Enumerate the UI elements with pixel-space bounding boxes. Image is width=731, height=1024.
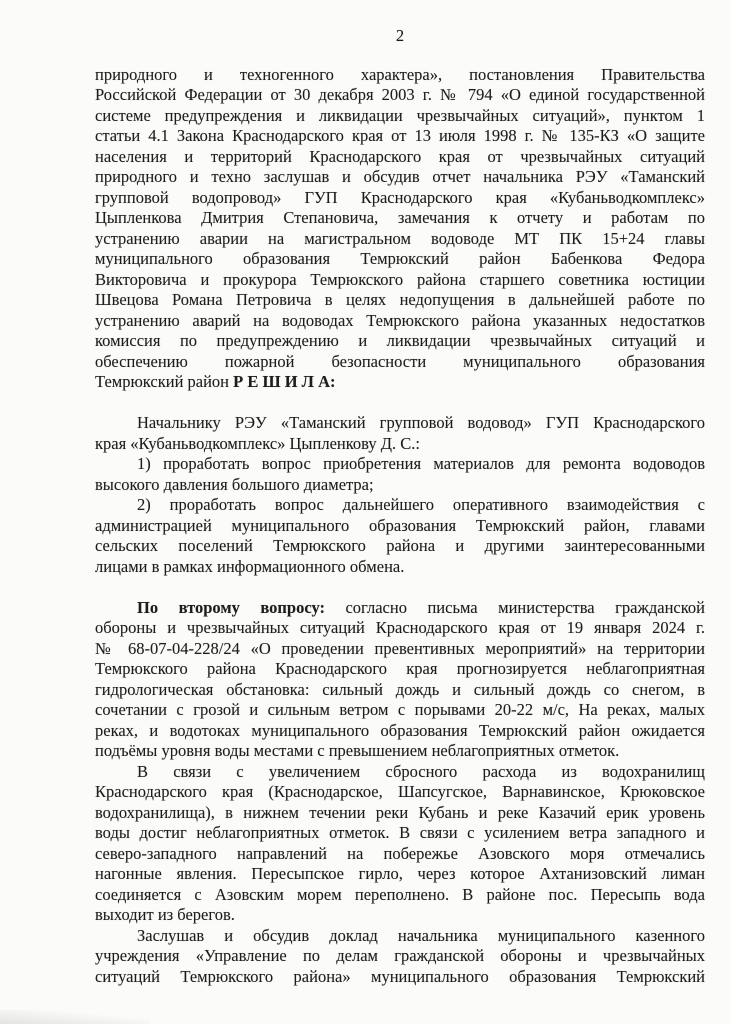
text-run: Темрюкского района Краснодарского края прогнозируется неблагоприятная [95,659,705,678]
text-run: нагонные явления. Пересыпское гирло, через которое Ахтанизовский лиман [95,864,705,883]
text-line [95,106,705,127]
text-line [95,721,705,742]
text-line [95,885,705,906]
text-run: высокого давления большого диаметра; [95,474,374,494]
text-line [95,700,705,721]
paragraph-decision-item-2 [95,495,705,577]
paragraph-report-heard [95,926,705,988]
text-line [95,598,705,619]
text-run: 1) проработать вопрос приобретения материалов для ремонта водоводов [137,454,705,473]
text-run: воды достиг неблагоприятных отметок. В связи с усилением ветра западного и [95,823,705,842]
text-run: Темрюкский район [95,372,234,391]
text-line [95,762,705,783]
text-line [95,229,705,250]
text-run: ситуаций Темрюкского района» муниципального образования Темрюкский [95,966,705,986]
text-run: края «Кубаньводкомплекс» Цыпленкову Д. С.: [95,433,420,453]
text-line [95,208,705,229]
text-line [95,741,705,762]
text-line [95,290,705,311]
text-line [95,249,705,270]
text-line [95,557,705,578]
text-run: обороны и чрезвычайных ситуаций Краснодарского края от 19 января 2024 г. [95,618,705,637]
text-line [95,844,705,865]
text-line [95,454,705,475]
text-line [95,823,705,844]
text-run: Начальнику РЭУ «Таманский групповой водовод» ГУП Краснодарского [137,413,705,432]
text-run: системе предупреждения и ликвидации чрезвычайных ситуаций», пунктом 1 [95,105,705,125]
text-run: администрацией муниципального образования Темрюкский район, главами [95,515,705,535]
bold-text-run: Р Е Ш И Л А: [233,372,336,391]
text-line [95,680,705,701]
text-line [95,188,705,209]
text-run: согласно письма министерства гражданской [324,597,705,617]
text-line [95,434,705,455]
text-line [95,126,705,147]
paragraph-hydrology-situation [95,762,705,926]
text-line [95,618,705,639]
text-run: обеспечению пожарной безопасности муниципального образования [95,351,705,371]
paragraph-legal-basis [95,65,705,393]
text-run: учреждения «Управление по делам гражданской обороны и чрезвычайных [95,946,705,965]
text-run: устранению аварии на магистральном водоводе МТ ПК 15+24 главы [95,228,705,248]
text-run: северо-западного направлений на побережье Азовского моря отмечались [95,843,705,863]
text-run: реках, и водотоках муниципального образования Темрюкский район ожидается [95,720,705,740]
paragraph-decision-addressee [95,413,705,454]
text-run: Викторовича и прокурора Темрюкского района старшего советника юстиции [95,269,705,289]
text-run: устранению аварий на водоводах Темрюкского района указанных недостатков [95,310,705,330]
text-line [95,516,705,537]
text-run: выходит из берегов. [95,905,235,924]
text-run: сочетании с грозой и сильным ветром с порывами 20-22 м/с, На реках, малых [95,700,705,719]
text-line [95,311,705,332]
text-run: № 68-07-04-228/24 «О проведении превентивных мероприятий» на территории [95,638,705,658]
text-line [95,167,705,188]
document-body [95,65,705,988]
text-run: Российской Федерации от 30 декабря 2003 г. № 794 «О единой государственной [95,85,705,104]
text-run: Краснодарского края (Краснодарское, Шапсугское, Варнавинское, Крюковское [95,782,705,801]
text-line [95,147,705,168]
text-line [95,926,705,947]
text-run: комиссия по предупреждению и ликвидации чрезвычайных ситуаций и [95,331,705,350]
text-line [95,495,705,516]
text-line [95,270,705,291]
text-line [95,372,705,393]
text-line [95,475,705,496]
text-run: сельских поселений Темрюкского района и другими заинтересованными [95,536,705,555]
text-line [95,659,705,680]
text-run: населения и территорий Краснодарского края от чрезвычайных ситуаций [95,146,705,166]
bold-text-run: По второму вопросу: [137,597,325,617]
text-line [95,639,705,660]
text-run: Заслушав и обсудив доклад начальника муниципального казенного [137,925,705,945]
text-line [95,782,705,803]
text-line [95,803,705,824]
text-line [95,967,705,988]
text-run: лицами в рамках информационного обмена. [95,556,405,576]
page-number: 2 [395,26,405,45]
scan-shadow [0,1010,150,1024]
text-run: муниципального образования Темрюкский район Бабенкова Федора [95,249,705,268]
paragraph-second-question [95,598,705,762]
text-run: Швецова Романа Петровича в целях недопущения в дальнейшей работе по [95,290,705,309]
text-run: соединяется с Азовским морем переполнено. В районе пос. Пересыпь вода [95,884,705,904]
text-line [95,905,705,926]
text-line [95,352,705,373]
text-run: подъёмы уровня воды местами с превышением неблагоприятных отметок. [95,741,620,760]
text-run: природного и техно заслушав и обсудив отчет начальника РЭУ «Таманский [95,167,705,186]
text-run: статьи 4.1 Закона Краснодарского края от 13 июля 1998 г. № 135-КЗ «О защите [95,126,705,145]
text-run: В связи с увеличением сбросного расхода из водохранилищ [137,761,705,781]
text-line [95,413,705,434]
text-run: групповой водопровод» ГУП Краснодарского края «Кубаньводкомплекс» [95,187,705,207]
text-run: 2) проработать вопрос дальнейшего оперативного взаимодействия с [137,495,705,514]
text-line [95,331,705,352]
text-line [95,946,705,967]
paragraph-decision-item-1 [95,454,705,495]
text-run: природного и техногенного характера», постановления Правительства [95,64,705,84]
text-line [95,65,705,86]
text-line [95,85,705,106]
text-run: Цыпленкова Дмитрия Степановича, замечания к отчету и работам по [95,208,705,227]
text-line [95,536,705,557]
text-line [95,864,705,885]
text-run: водохранилища), в нижнем течении реки Кубань и реке Казачий ерик уровень [95,802,705,822]
text-run: гидрологическая обстановка: сильный дождь и сильный дождь со снегом, в [95,679,705,699]
